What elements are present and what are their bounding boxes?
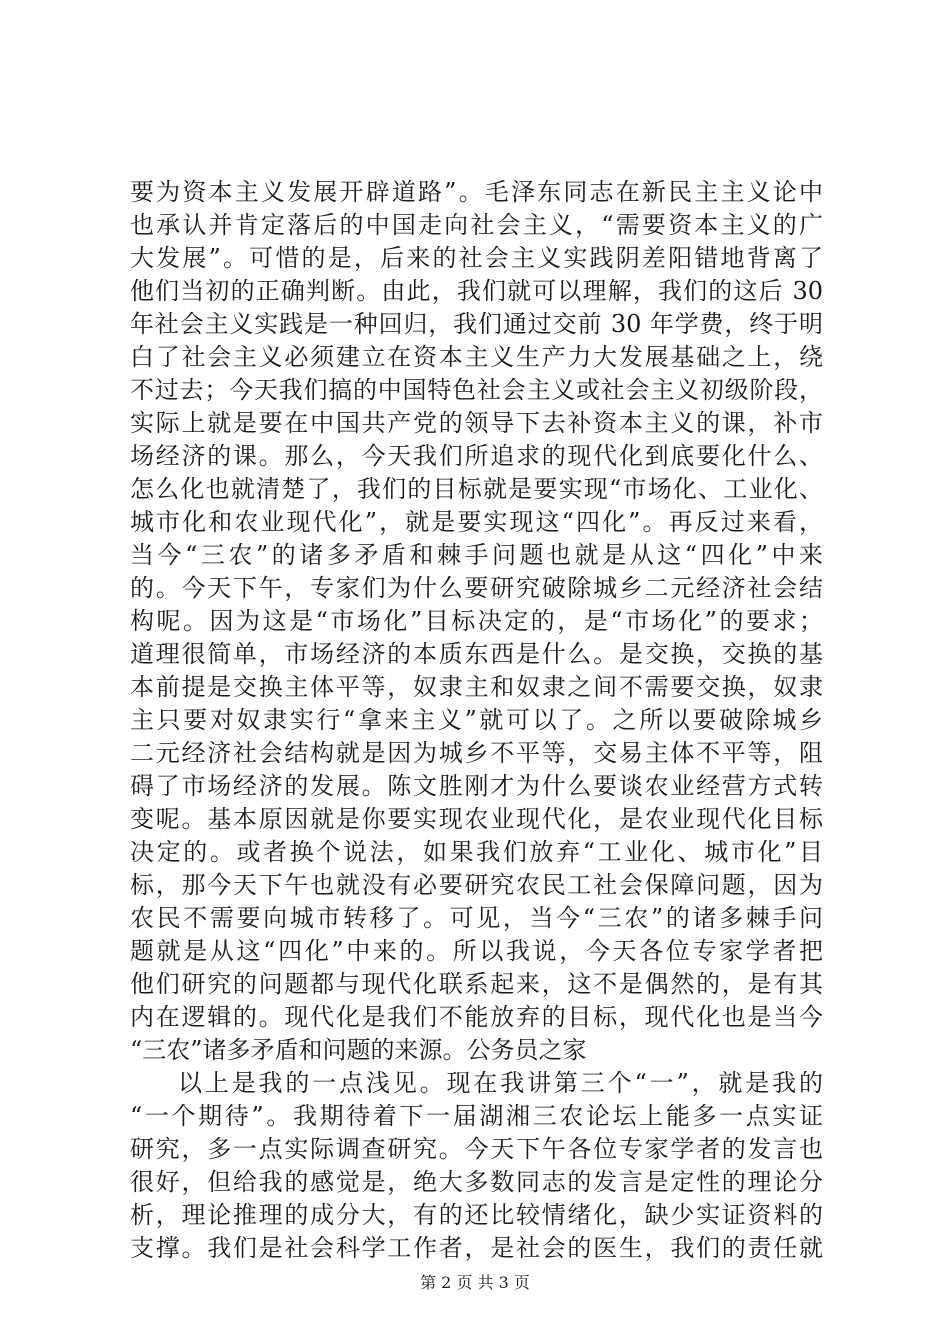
- text-line-8: 实际上就是要在中国共产党的领导下去补资本主义的课，补市: [130, 409, 823, 437]
- text-line-2: 也承认并肯定落后的中国走向社会主义，“需要资本主义的广: [130, 211, 823, 239]
- text-line-13: 的。今天下午，专家们为什么要研究破除城乡二元经济社会结: [130, 574, 823, 602]
- text-line-31: 很好，但给我的感觉是，绝大多数同志的发言是定性的理论分: [130, 1168, 823, 1196]
- text-line-17: 主只要对奴隶实行“拿来主义”就可以了。之所以要破除城乡: [130, 706, 823, 734]
- text-line-4: 他们当初的正确判断。由此，我们就可以理解，我们的这后 30: [130, 277, 823, 305]
- text-line-1: 要为资本主义发展开辟道路”。毛泽东同志在新民主主义论中: [130, 178, 823, 206]
- text-line-5: 年社会主义实践是一种回归，我们通过交前 30 年学费，终于明: [130, 310, 823, 338]
- text-line-11: 城市化和农业现代化”，就是要实现这“四化”。再反过来看，: [130, 508, 823, 536]
- text-line-10: 怎么化也就清楚了，我们的目标就是要实现“市场化、工业化、: [130, 475, 823, 503]
- body-text: [130, 176, 823, 1265]
- text-line-19: 碍了市场经济的发展。陈文胜刚才为什么要谈农业经营方式转: [130, 772, 823, 800]
- text-line-18: 二元经济社会结构就是因为城乡不平等，交易主体不平等，阻: [130, 739, 823, 767]
- text-line-23: 农民不需要向城市转移了。可见，当今“三农”的诸多棘手问: [130, 904, 823, 932]
- text-line-16: 本前提是交换主体平等，奴隶主和奴隶之间不需要交换，奴隶: [130, 673, 823, 701]
- text-line-15: 道理很简单，市场经济的本质东西是什么。是交换，交换的基: [130, 640, 823, 668]
- text-line-6: 白了社会主义必须建立在资本主义生产力大发展基础之上，绕: [130, 343, 823, 371]
- text-line-12: 当今“三农”的诸多矛盾和棘手问题也就是从这“四化”中来: [130, 541, 823, 569]
- text-line-30: 研究，多一点实际调查研究。今天下午各位专家学者的发言也: [130, 1135, 823, 1163]
- text-line-22: 标，那今天下午也就没有必要研究农民工社会保障问题，因为: [130, 871, 823, 899]
- text-line-20: 变呢。基本原因就是你要实现农业现代化，是农业现代化目标: [130, 805, 823, 833]
- text-line-21: 决定的。或者换个说法，如果我们放弃“工业化、城市化”目: [130, 838, 823, 866]
- text-line-3: 大发展”。可惜的是，后来的社会主义实践阴差阳错地背离了: [130, 244, 823, 272]
- text-line-28: 以上是我的一点浅见。现在我讲第三个“一”，就是我的: [178, 1069, 823, 1097]
- text-line-25: 他们研究的问题都与现代化联系起来，这不是偶然的，是有其: [130, 970, 823, 998]
- text-line-24: 题就是从这“四化”中来的。所以我说，今天各位专家学者把: [130, 937, 823, 965]
- text-line-32: 析，理论推理的成分大，有的还比较情绪化，缺少实证资料的: [130, 1201, 823, 1229]
- text-line-7: 不过去；今天我们搞的中国特色社会主义或社会主义初级阶段，: [130, 376, 823, 404]
- text-line-29: “一个期待”。我期待着下一届湖湘三农论坛上能多一点实证: [130, 1102, 823, 1130]
- page-number-footer: 第 2 页 共 3 页: [420, 1273, 530, 1292]
- text-line-26: 内在逻辑的。现代化是我们不能放弃的目标，现代化也是当今: [130, 1003, 823, 1031]
- text-line-14: 构呢。因为这是“市场化”目标决定的，是“市场化”的要求；: [130, 607, 823, 635]
- text-line-27: “三农”诸多矛盾和问题的来源。公务员之家: [130, 1036, 587, 1064]
- text-line-33: 支撑。我们是社会科学工作者，是社会的医生，我们的责任就: [130, 1234, 823, 1262]
- text-line-9: 场经济的课。那么，今天我们所追求的现代化到底要化什么、: [130, 442, 823, 470]
